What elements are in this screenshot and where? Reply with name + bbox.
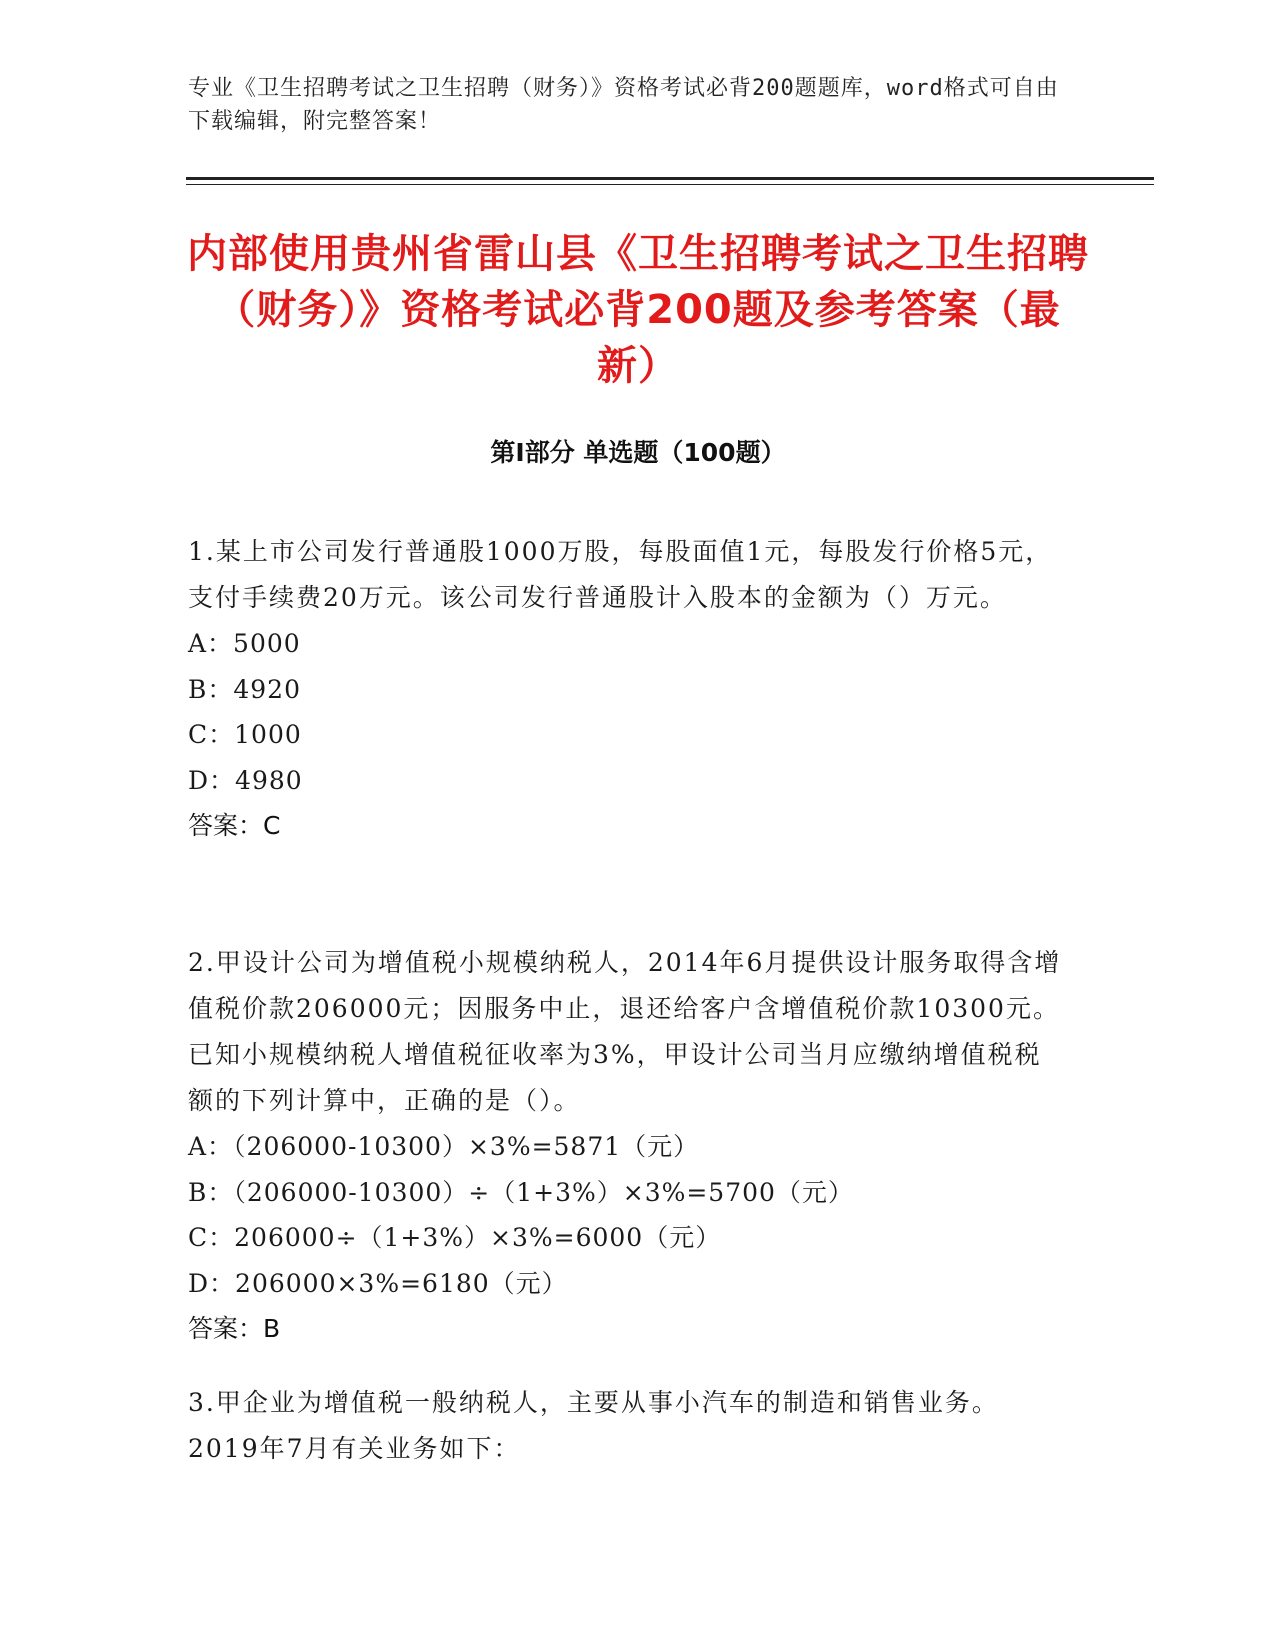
question-stem: 2.甲设计公司为增值税小规模纳税人，2014年6月提供设计服务取得含增值税价款206000元；因服务中止，退还给客户含增值税价款10300元。已知小规模纳税人增值税征收率为3%，甲设计公司当月应缴纳增值税税额的下列计算中，正确的是（）。 — [188, 948, 1062, 1115]
option-b: B：（206000-10300）÷（1+3%）×3%=5700（元） — [188, 1177, 854, 1207]
header-divider-thin — [186, 184, 1154, 185]
option-d: D：4980 — [188, 765, 303, 795]
document-title: 内部使用贵州省雷山县《卫生招聘考试之卫生招聘（财务）》资格考试必背200题及参考答案（最新） — [187, 231, 1089, 389]
answer-line: 答案：C — [188, 811, 281, 840]
question-3 — [188, 1380, 1068, 1472]
answer-line: 答案：B — [188, 1314, 281, 1343]
question-stem: 3.甲企业为增值税一般纳税人，主要从事小汽车的制造和销售业务。2019年7月有关业务如下： — [188, 1388, 999, 1463]
header-divider-thick — [186, 177, 1154, 180]
option-c: C：206000÷（1+3%）×3%=6000（元） — [188, 1223, 722, 1252]
question-1 — [188, 529, 1068, 848]
question-stem: 1.某上市公司发行普通股1000万股，每股面值1元，每股发行价格5元，支付手续费20万元。该公司发行普通股计入股本的金额为（）万元。 — [188, 537, 1053, 612]
header-note: 专业《卫生招聘考试之卫生招聘（财务）》资格考试必背200题题库，word格式可自由下载编辑，附完整答案！ — [188, 76, 1059, 134]
question-2 — [188, 940, 1068, 1351]
option-a: A：5000 — [188, 629, 301, 658]
option-b: B：4920 — [188, 674, 301, 704]
option-a: A：（206000-10300）×3%=5871（元） — [188, 1132, 700, 1161]
option-d: D：206000×3%=6180（元） — [188, 1268, 568, 1298]
option-c: C：1000 — [188, 720, 302, 749]
section-heading: 第Ⅰ部分 单选题（100题） — [490, 438, 786, 467]
